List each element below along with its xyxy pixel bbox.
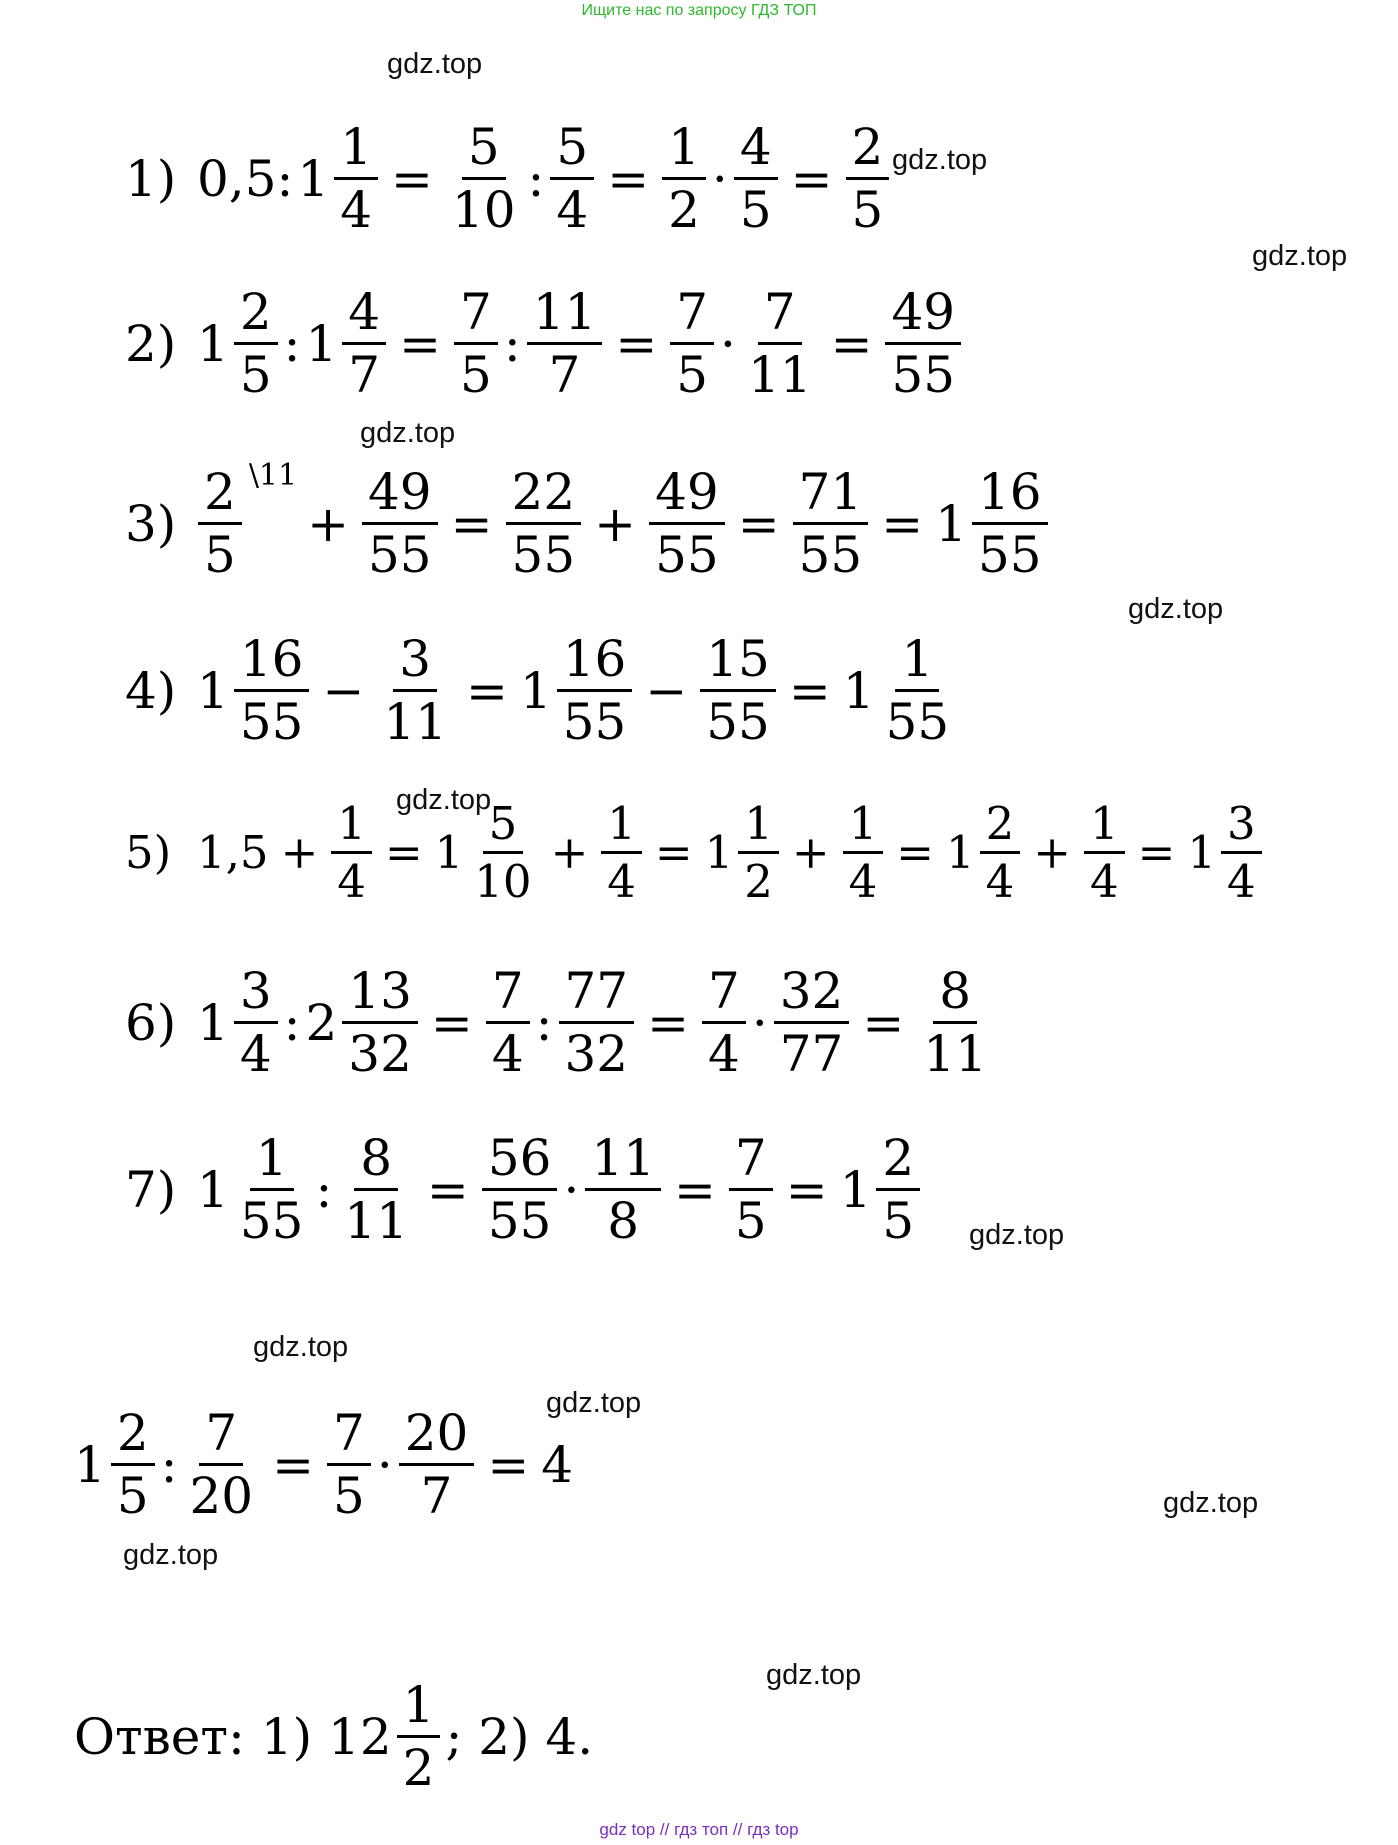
fraction: $\frac{16}{55}$ bbox=[234, 634, 310, 747]
plus-sign: + bbox=[791, 826, 830, 879]
fraction: $\frac{4}{7}$ bbox=[342, 287, 386, 400]
fraction: $\frac{1}{2}$ bbox=[397, 1680, 441, 1793]
fraction: $\frac{11}{7}$ bbox=[527, 287, 603, 400]
fraction: $\frac{16}{55}$ bbox=[972, 467, 1048, 580]
whole-part: 1 bbox=[305, 314, 338, 373]
whole-part: 1 bbox=[935, 494, 967, 553]
fraction: $\frac{1}{4}$ bbox=[1084, 801, 1125, 904]
fraction: $\frac{1}{4}$ bbox=[843, 801, 884, 904]
watermark: gdz.top bbox=[360, 417, 456, 449]
plus-sign: + bbox=[550, 826, 589, 879]
equals-sign: = bbox=[785, 1160, 828, 1219]
equals-sign: = bbox=[673, 1160, 716, 1219]
fraction: $\frac{8}{11}$ bbox=[923, 962, 987, 1083]
equals-sign: = bbox=[450, 494, 493, 553]
fraction: $\frac{77}{32}$ bbox=[559, 966, 635, 1079]
line-label: 4) bbox=[125, 661, 177, 720]
equals-sign: = bbox=[862, 993, 905, 1052]
whole-part: 1 bbox=[946, 826, 975, 879]
whole-part: 1 bbox=[519, 661, 552, 720]
whole-part: 1 bbox=[197, 314, 229, 373]
result: 4 bbox=[541, 1435, 574, 1494]
whole-part: 1 bbox=[197, 993, 229, 1052]
fraction: $\frac{1}{2}$ bbox=[738, 801, 779, 904]
watermark: gdz.top bbox=[1128, 593, 1224, 625]
whole-part: 1 bbox=[839, 1160, 872, 1219]
equation-line-7 bbox=[125, 1129, 923, 1250]
fraction: $\frac{2}{5}$ bbox=[876, 1133, 920, 1246]
fraction: $\frac{2}{5}$ bbox=[111, 1408, 155, 1521]
watermark: gdz.top bbox=[123, 1539, 219, 1571]
watermark: gdz.top bbox=[766, 1659, 862, 1691]
equals-sign: = bbox=[1137, 826, 1176, 879]
equals-sign: = bbox=[607, 149, 650, 208]
fraction: $\frac{2}{5}$ bbox=[198, 467, 242, 580]
fraction: $\frac{2}{4}$ bbox=[980, 801, 1021, 904]
equals-sign: = bbox=[430, 993, 473, 1052]
line-label: 5) bbox=[125, 826, 172, 879]
fraction: $\frac{3}{11}$ bbox=[383, 630, 447, 751]
plus-sign: + bbox=[280, 826, 319, 879]
fraction: $\frac{49}{55}$ bbox=[362, 467, 438, 580]
whole-part: 1 bbox=[197, 661, 229, 720]
equation-line-2 bbox=[125, 283, 964, 404]
decimal: 0,5: bbox=[197, 149, 294, 208]
equals-sign: = bbox=[788, 661, 831, 720]
fraction: $\frac{3}{4}$ bbox=[234, 966, 278, 1079]
equals-sign: = bbox=[384, 826, 423, 879]
minus-sign: − bbox=[645, 661, 688, 720]
fraction: $\frac{3}{4}$ bbox=[1221, 801, 1262, 904]
line-label: 2) bbox=[125, 314, 177, 373]
equals-sign: = bbox=[615, 314, 658, 373]
equation-line-second-problem bbox=[72, 1404, 575, 1525]
fraction: $\frac{7}{5}$ bbox=[327, 1408, 371, 1521]
whole-part: 1 bbox=[74, 1435, 106, 1494]
fraction: $\frac{15}{55}$ bbox=[700, 634, 776, 747]
multiply-sign: · bbox=[751, 993, 768, 1052]
multiply-sign: · bbox=[563, 1160, 580, 1219]
equation-line-4 bbox=[125, 630, 958, 751]
whole-part: 1 bbox=[297, 149, 330, 208]
line-label: 1) bbox=[125, 149, 177, 208]
watermark: gdz.top bbox=[1163, 1487, 1259, 1519]
watermark: gdz.top bbox=[1252, 240, 1348, 272]
plus-sign: + bbox=[594, 494, 637, 553]
fraction: $\frac{7}{5}$ bbox=[729, 1133, 773, 1246]
fraction: $\frac{1}{55}$ bbox=[885, 630, 950, 751]
equals-sign: = bbox=[654, 826, 693, 879]
whole-part: 1 bbox=[1187, 826, 1216, 879]
footer-links[interactable]: gdz top // гдз топ // гдз top bbox=[599, 1820, 799, 1839]
line-label: 3) bbox=[125, 494, 177, 553]
equals-sign: = bbox=[391, 149, 433, 208]
fraction: $\frac{7}{4}$ bbox=[702, 966, 746, 1079]
equals-sign: = bbox=[737, 494, 780, 553]
fraction: $\frac{1}{4}$ bbox=[331, 801, 372, 904]
equation-line-3 bbox=[125, 458, 1051, 584]
fraction: $\frac{5}{10}$ bbox=[451, 118, 516, 239]
whole-part: 1 bbox=[197, 1160, 229, 1219]
fraction: $\frac{7}{5}$ bbox=[670, 287, 714, 400]
fraction: $\frac{49}{55}$ bbox=[885, 287, 961, 400]
fraction: $\frac{7}{11}$ bbox=[747, 283, 812, 404]
watermark: gdz.top bbox=[546, 1387, 642, 1419]
fraction: $\frac{8}{11}$ bbox=[344, 1129, 408, 1250]
multiply-sign: · bbox=[711, 149, 728, 208]
multiply-sign: · bbox=[376, 1435, 393, 1494]
equals-sign: = bbox=[830, 314, 873, 373]
fraction: $\frac{7}{4}$ bbox=[486, 966, 530, 1079]
division-sign: : bbox=[527, 149, 545, 208]
fraction: $\frac{5}{10}$ bbox=[474, 797, 532, 908]
multiply-sign: · bbox=[720, 314, 736, 373]
fraction: $\frac{1}{4}$ bbox=[601, 801, 642, 904]
equals-sign: = bbox=[399, 314, 442, 373]
fraction: $\frac{49}{55}$ bbox=[649, 467, 725, 580]
plus-sign: + bbox=[307, 494, 349, 553]
equals-sign: = bbox=[896, 826, 934, 879]
whole-part: 1 bbox=[704, 826, 734, 879]
watermark: gdz.top bbox=[969, 1219, 1065, 1251]
fraction: $\frac{16}{55}$ bbox=[557, 634, 633, 747]
equals-sign: = bbox=[881, 494, 924, 553]
fraction: $\frac{4}{5}$ bbox=[734, 122, 778, 235]
whole-part: 1 bbox=[842, 661, 875, 720]
division-sign: : bbox=[283, 314, 301, 373]
fraction: $\frac{2}{5}$ bbox=[846, 122, 890, 235]
line-label: 7) bbox=[125, 1160, 177, 1219]
division-sign: : bbox=[160, 1435, 178, 1494]
equals-sign: = bbox=[465, 661, 508, 720]
fraction: $\frac{2}{5}$ bbox=[234, 287, 278, 400]
whole-part: 1 bbox=[434, 826, 464, 879]
fraction: $\frac{22}{55}$ bbox=[506, 467, 582, 580]
equation-line-1 bbox=[125, 118, 892, 239]
fraction: $\frac{1}{55}$ bbox=[239, 1129, 304, 1250]
fraction: $\frac{56}{55}$ bbox=[482, 1133, 558, 1246]
minus-sign: − bbox=[322, 661, 365, 720]
watermark: gdz.top bbox=[396, 784, 492, 816]
equals-sign: = bbox=[272, 1435, 315, 1494]
fraction: $\frac{1}{4}$ bbox=[334, 122, 378, 235]
answer-prefix: Ответ: 1) 12 bbox=[74, 1707, 392, 1766]
answer-line bbox=[72, 1676, 595, 1797]
line-label: 6) bbox=[125, 993, 177, 1052]
fraction: $\frac{11}{8}$ bbox=[585, 1133, 661, 1246]
division-sign: : bbox=[283, 993, 301, 1052]
equals-sign: = bbox=[426, 1160, 469, 1219]
equals-sign: = bbox=[487, 1435, 530, 1494]
equation-line-6 bbox=[125, 962, 996, 1083]
equals-sign: = bbox=[647, 993, 690, 1052]
division-sign: : bbox=[315, 1160, 333, 1219]
watermark: gdz.top bbox=[892, 144, 988, 176]
watermark: gdz.top bbox=[387, 48, 483, 80]
extra-multiplier: \11 bbox=[248, 458, 298, 493]
division-sign: : bbox=[503, 314, 521, 373]
fraction: $\frac{13}{32}$ bbox=[342, 966, 418, 1079]
answer-suffix: ; 2) 4. bbox=[445, 1707, 594, 1766]
fraction: $\frac{32}{77}$ bbox=[774, 966, 850, 1079]
fraction: $\frac{7}{20}$ bbox=[189, 1404, 254, 1525]
fraction: $\frac{5}{4}$ bbox=[550, 122, 594, 235]
fraction: $\frac{20}{7}$ bbox=[399, 1408, 475, 1521]
division-sign: : bbox=[535, 993, 553, 1052]
watermark: gdz.top bbox=[253, 1331, 349, 1363]
plus-sign: + bbox=[1033, 826, 1071, 879]
equals-sign: = bbox=[790, 149, 833, 208]
fraction: $\frac{7}{5}$ bbox=[454, 287, 498, 400]
decimal: 1,5 bbox=[197, 826, 269, 879]
fraction: $\frac{71}{55}$ bbox=[793, 467, 869, 580]
whole-part: 2 bbox=[305, 993, 338, 1052]
fraction: $\frac{1}{2}$ bbox=[662, 122, 706, 235]
search-banner[interactable]: Ищите нас по запросу ГДЗ ТОП bbox=[581, 2, 817, 19]
